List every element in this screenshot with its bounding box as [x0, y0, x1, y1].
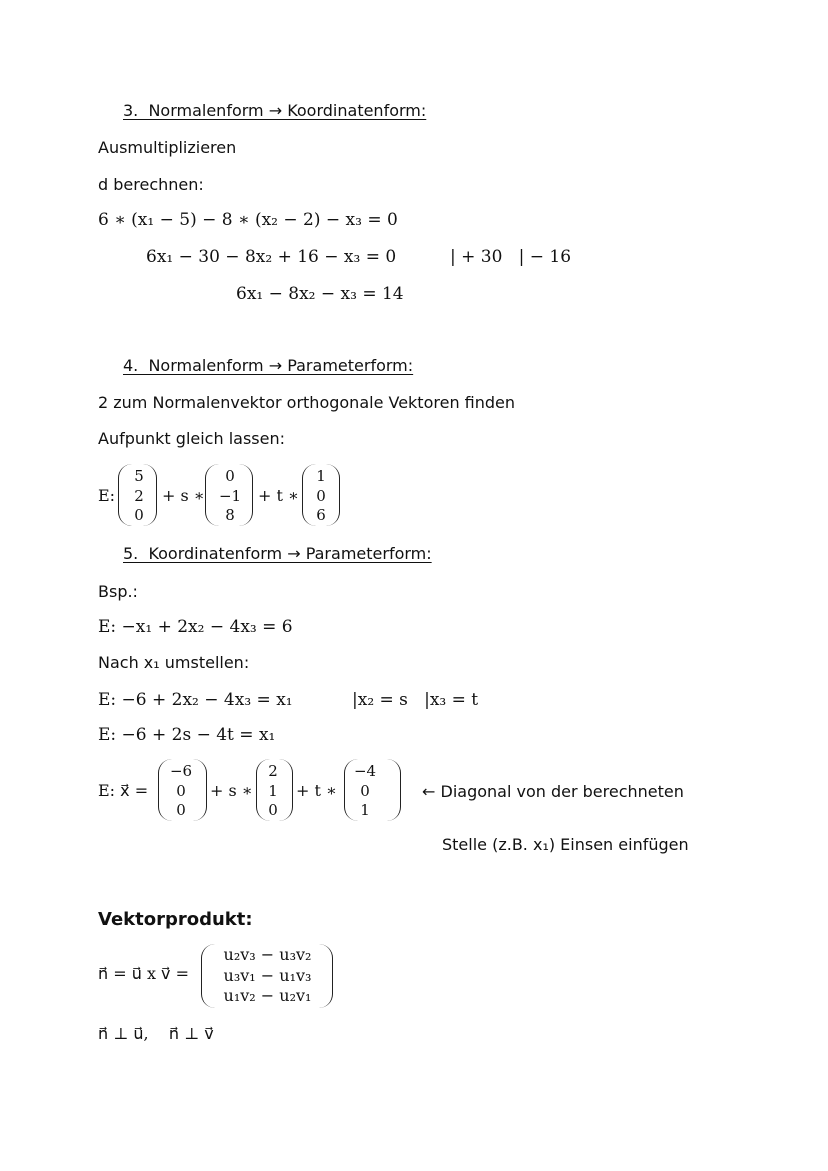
paren-right	[325, 464, 340, 526]
s3-equation-2: 6x₁ − 30 − 8x₂ + 16 − x₃ = 0	[146, 247, 397, 267]
vec-entry: u₃v₁ − u₁v₃	[223, 965, 312, 985]
vec-entry: 5	[134, 467, 144, 485]
s5-example-label: Bsp.:	[98, 582, 138, 601]
vec-entry: 1	[268, 781, 278, 800]
s5-note-diagonal: ← Diagonal von der berechneten	[422, 782, 684, 801]
paren-right	[142, 464, 157, 526]
s5-line-rearrange: Nach x₁ umstellen:	[98, 653, 250, 672]
paren-right	[238, 464, 253, 526]
s5-vector-3	[350, 763, 380, 819]
vektorprodukt-heading: Vektorprodukt:	[98, 909, 253, 930]
vp-vector	[210, 946, 325, 1004]
s5-op-s: + s ∗	[210, 781, 253, 800]
vp-perpendicular: n⃗ ⊥ u⃗, n⃗ ⊥ v⃗	[98, 1024, 214, 1043]
vec-entry: 1	[316, 467, 326, 485]
vec-entry: −4	[353, 762, 377, 780]
s4-op-s: + s ∗	[162, 486, 205, 505]
vp-eq-prefix: n⃗ = u⃗ x v⃗ =	[98, 964, 190, 983]
paren-right	[192, 759, 207, 821]
vec-entry: u₁v₂ − u₂v₁	[223, 986, 312, 1005]
paren-right	[318, 944, 333, 1008]
s5-equation-2-substitution: |x₂ = s |x₃ = t	[352, 690, 479, 710]
s3-step-compute-d: d berechnen:	[98, 175, 204, 194]
s4-eq-prefix: E:	[98, 486, 116, 505]
vec-entry: 6	[316, 506, 326, 524]
vec-entry: 0	[360, 781, 370, 800]
paren-right	[278, 759, 293, 821]
s3-step-multiply: Ausmultiplizieren	[98, 138, 237, 157]
vec-entry: −6	[169, 762, 193, 780]
vec-entry: 0	[268, 801, 278, 819]
vec-entry: 0	[134, 506, 144, 524]
s3-equation-1: 6 ∗ (x₁ − 5) − 8 ∗ (x₂ − 2) − x₃ = 0	[98, 210, 398, 230]
vec-entry: 0	[176, 801, 186, 819]
vec-entry: u₂v₃ − u₃v₂	[223, 945, 312, 964]
s5-note-ones: Stelle (z.B. x₁) Einsen einfügen	[442, 835, 689, 854]
vec-entry: 0	[225, 467, 235, 485]
vec-entry: 1	[360, 801, 370, 819]
section-5-heading: 5. Koordinatenform → Parameterform:	[123, 544, 432, 563]
s5-equation-1: E: −x₁ + 2x₂ − 4x₃ = 6	[98, 617, 293, 637]
s3-equation-3: 6x₁ − 8x₂ − x₃ = 14	[236, 284, 404, 304]
s5-equation-2: E: −6 + 2x₂ − 4x₃ = x₁	[98, 690, 293, 710]
section-4-heading: 4. Normalenform → Parameterform:	[123, 356, 414, 375]
s4-line-orthogonal: 2 zum Normalenvektor orthogonale Vektoren finden	[98, 393, 516, 412]
vec-entry: 2	[268, 762, 278, 780]
vec-entry: −1	[218, 486, 242, 505]
paren-right	[386, 759, 401, 821]
s4-line-aufpunkt: Aufpunkt gleich lassen:	[98, 429, 285, 448]
vec-entry: 0	[176, 781, 186, 800]
s3-equation-2-ops: | + 30 | − 16	[450, 247, 572, 267]
s5-op-t: + t ∗	[296, 781, 337, 800]
vec-entry: 0	[316, 486, 326, 505]
section-3-heading: 3. Normalenform → Koordinatenform:	[123, 101, 427, 120]
vec-entry: 8	[225, 506, 235, 524]
vec-entry: 2	[134, 486, 144, 505]
s4-op-t: + t ∗	[258, 486, 299, 505]
s5-equation-3: E: −6 + 2s − 4t = x₁	[98, 725, 276, 745]
s5-eq-prefix: E: x⃗ =	[98, 781, 149, 800]
